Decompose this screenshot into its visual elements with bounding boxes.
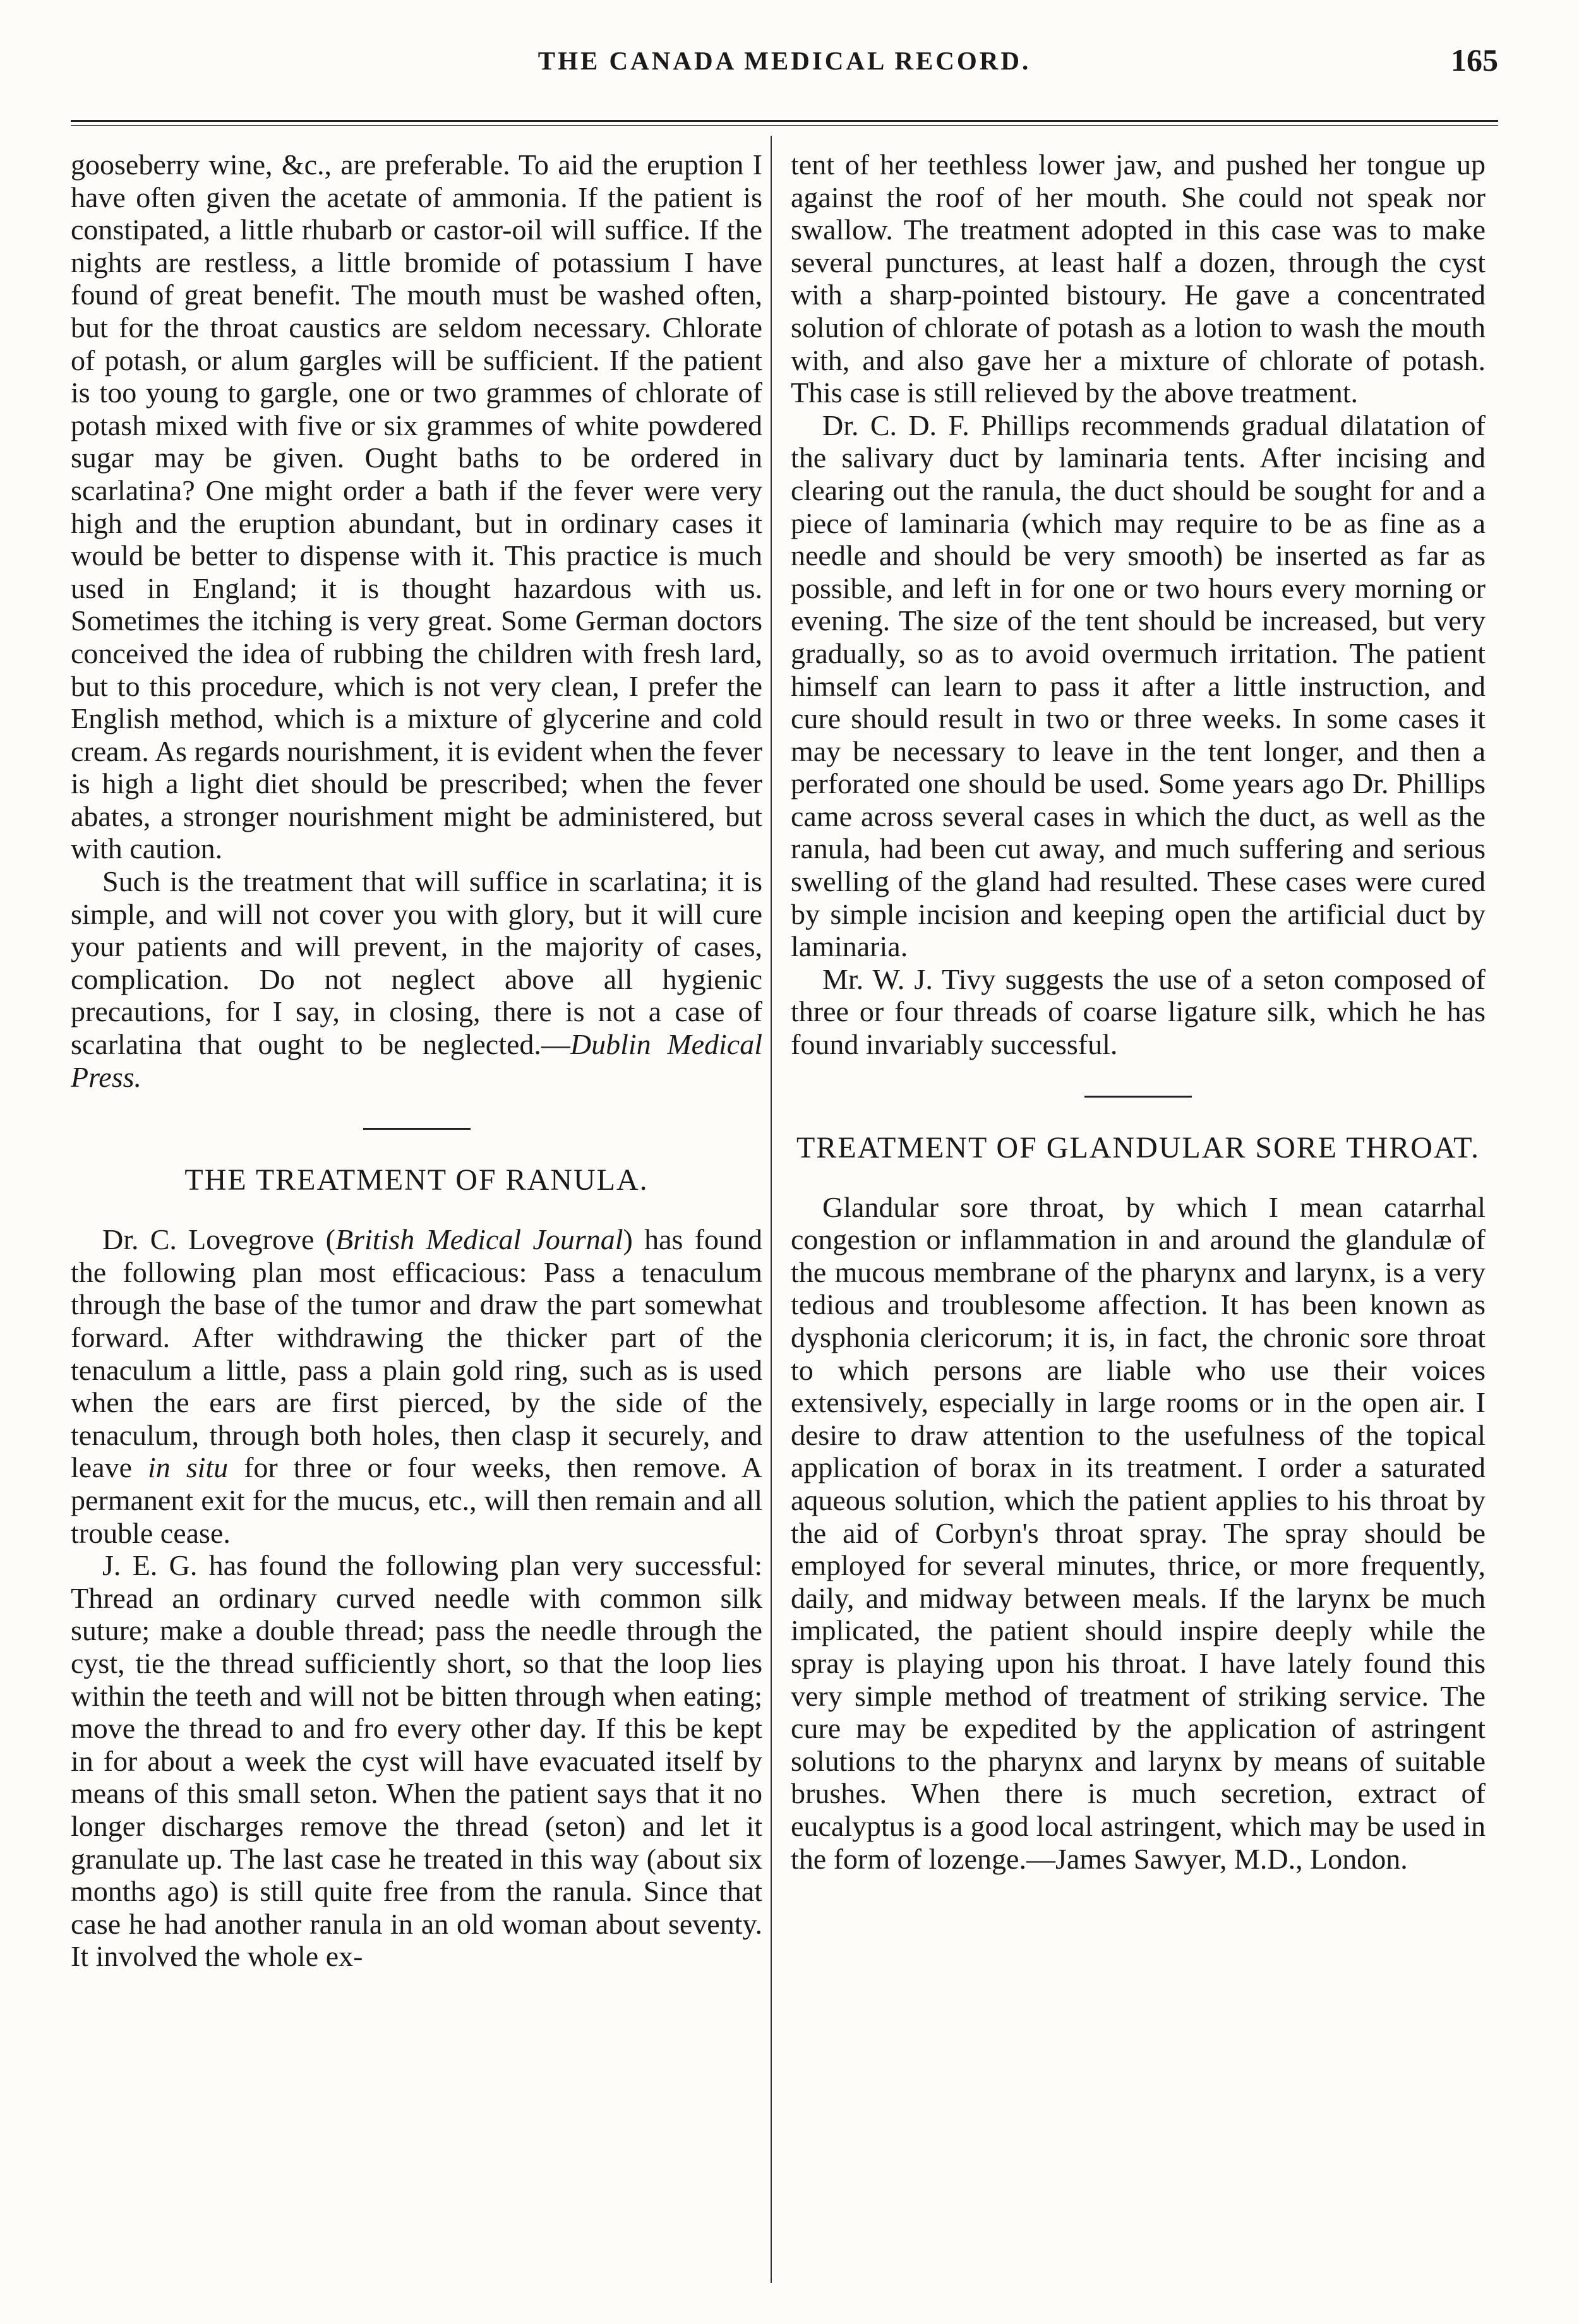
column-divider xyxy=(771,136,772,2283)
running-head: THE CANADA MEDICAL RECORD. xyxy=(537,46,1031,75)
scarlatina-continuation-paragraph: gooseberry wine, &c., are preferable. To aid the eruption I have often given the acetate of ammonia. If the patient is constipated, a little rhubarb or castor-oil will suffice. If the nights are restless, a little bromide of potassium I have found of great benefit. The mouth must be washed often, but for the throat caustics are seldom necessary. Chlorate of potash, or alum gargles will be sufficient. If the patient is too young to gargle, one or two grammes of chlorate of potash mixed with five or six grammes of white powdered sugar may be given. Ought baths to be ordered in scarlatina? One might order a bath if the fever were very high and the eruption abundant, but in ordinary cases it would be better to dispense with it. This practice is much used in England; it is thought hazardous with us. Sometimes the itching is very great. Some German doctors conceived the idea of rubbing the children with fresh lard, but to this procedure, which is not very clean, I prefer the English method, which is a mixture of glycerine and cold cream. As regards nourishment, it is evident when the fever is high a light diet should be prescribed; when the fever abates, a stronger nourishment might be administered, but with caution. xyxy=(71,148,762,865)
section-rule xyxy=(1084,1096,1192,1098)
in-situ-term: in situ xyxy=(147,1451,229,1484)
glandular-heading: TREATMENT OF GLANDULAR SORE THROAT. xyxy=(796,1130,1480,1165)
lovegrove-text-b: ) has found the following plan most efficacious: Pass a tenaculum through the base of the tumor and draw the part somewhat forward. After withdrawing the thicker part of the tenaculum a little, pass a plain gold ring, such as is used when the ears are first pierced, by the side of the tenaculum, through both holes, then clasp it securely, and leave xyxy=(71,1223,762,1484)
scarlatina-closing-paragraph xyxy=(71,865,762,1093)
ranula-heading: THE TREATMENT OF RANULA. xyxy=(184,1163,649,1197)
tivy-paragraph: Mr. W. J. Tivy suggests the use of a seton composed of three or four threads of coarse ligature silk, which he has found invariably successful. xyxy=(791,962,1486,1061)
source-citation: Dublin Medical Press. xyxy=(71,1028,762,1093)
page-number: 165 xyxy=(1451,42,1498,78)
left-column xyxy=(71,148,762,1973)
header-rule-thin xyxy=(71,125,1498,126)
journal-citation: British Medical Journal xyxy=(335,1223,623,1256)
phillips-paragraph: Dr. C. D. F. Phillips recommends gradual dilatation of the salivary duct by laminaria tents. After incising and clearing out the ranula, the duct should be sought for and a piece of laminaria (which may require to be as fine as a needle and should be very smooth) be inserted as far as possible, and left in for one or two hours every morning or evening. The size of the tent should be increased, but very gradually, so as to avoid overmuch irritation. The patient himself can learn to pass it after a little instruction, and cure should result in two or three weeks. In some cases it may be necessary to leave in the tent longer, and then a perforated one should be used. Some years ago Dr. Phillips came across several cases in which the duct, as well as the ranula, had been cut away, and much suffering and serious swelling of the gland had resulted. These cases were cured by simple incision and keeping open the artificial duct by laminaria. xyxy=(791,409,1486,963)
lovegrove-text-a: Dr. C. Lovegrove ( xyxy=(102,1223,335,1256)
section-rule xyxy=(363,1128,471,1130)
lovegrove-text-c: for three or four weeks, then remove. A permanent exit for the mucus, etc., will then remain and all trouble cease. xyxy=(71,1451,763,1549)
ranula-case-continuation: tent of her teethless lower jaw, and pushed her tongue up against the roof of her mouth. She could not speak nor swallow. The treatment adopted in this case was to make several punctures, at least half a dozen, through the cyst with a sharp-pointed bistoury. He gave a concentrated solution of chlorate of potash as a lotion to wash the mouth with, and also gave her a mixture of chlorate of potash. This case is still relieved by the above treatment. xyxy=(791,148,1486,409)
header-rule xyxy=(71,120,1498,122)
right-column xyxy=(791,148,1486,1875)
jeg-paragraph: J. E. G. has found the following plan very successful: Thread an ordinary curved needle with common silk suture; make a double thread; pass the needle through the cyst, tie the thread sufficiently short, so that the loop lies within the teeth and will not be bitten through when eating; move the thread to and fro every other day. If this be kept in for about a week the cyst will have evacuated itself by means of this small seton. When the patient says that it no longer discharges remove the thread (seton) and let it granulate up. The last case he treated in this way (about six months ago) is still quite free from the ranula. Since that case he had another ranula in an old woman about seventy. It involved the whole ex- xyxy=(71,1549,762,1973)
glandular-paragraph: Glandular sore throat, by which I mean catarrhal congestion or inflammation in and around the glandulæ of the mucous membrane of the pharynx and larynx, is a very tedious and troublesome affection. It has been known as dysphonia clericorum; it is, in fact, the chronic sore throat to which persons are liable who use their voices extensively, especially in large rooms or in the open air. I desire to draw attention to the usefulness of the topical application of borax in its treatment. I order a saturated aqueous solution, which the patient applies to his throat by the aid of Corbyn's throat spray. The spray should be employed for several minutes, thrice, or more frequently, daily, and midway between meals. If the larynx be much implicated, the patient should inspire deeply while the spray is playing upon his throat. I have lately found this very simple method of treatment of striking service. The cure may be expedited by the application of astringent solutions to the pharynx and larynx by means of suitable brushes. When there is much secretion, extract of eucalyptus is a good local astringent, which may be used in the form of lozenge.—James Sawyer, M.D., London. xyxy=(791,1190,1486,1875)
page-header xyxy=(71,42,1498,90)
lovegrove-paragraph xyxy=(71,1223,762,1549)
scarlatina-closing-text: Such is the treatment that will suffice in scarlatina; it is simple, and will not cover you with glory, but it will cure your patients and will prevent, in the majority of cases, complication. Do not neglect above all hygienic precautions, for I say, in closing, there is not a case of scarlatina that ought to be neglected.— xyxy=(71,865,762,1061)
